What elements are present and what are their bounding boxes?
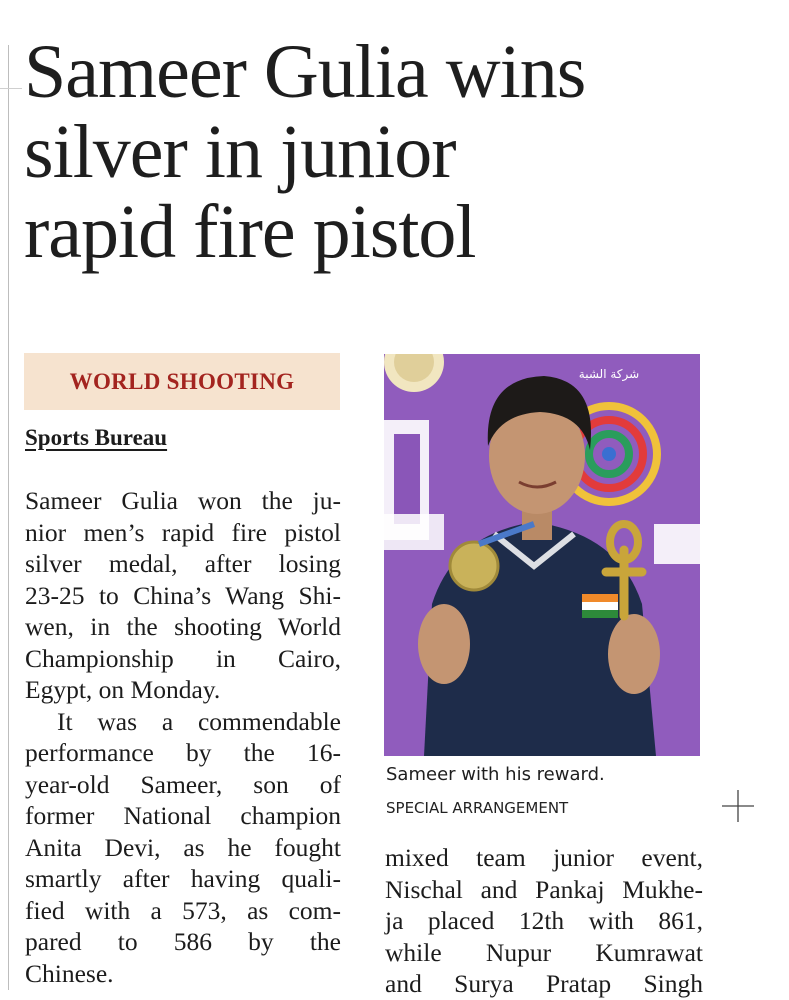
body-line: 23-25 to China’s Wang Shi- (25, 580, 341, 610)
right-hand (608, 614, 660, 694)
body-line: fied with a 573, as com- (25, 895, 341, 925)
byline: Sports Bureau (25, 425, 168, 450)
registration-mark-icon (720, 788, 756, 824)
headline-line: silver in junior (24, 110, 456, 194)
body-line: smartly after having quali- (25, 864, 341, 893)
section-label (24, 353, 340, 410)
athlete-photo-illustration (384, 354, 700, 756)
flag-icon (582, 594, 618, 602)
headline (24, 32, 764, 272)
body-line: former National champion (25, 801, 341, 830)
body-line: Egypt, on Monday. (25, 675, 221, 704)
body-line: nior men’s rapid fire pistol (25, 517, 341, 547)
body-line: It was a commendable (57, 706, 341, 736)
left-hand (418, 604, 470, 684)
body-line: Sameer Gulia won the ju- (25, 486, 341, 515)
news-photo (384, 354, 700, 756)
column-rule (8, 45, 9, 990)
body-line: ja placed 12th with 861, (385, 906, 703, 935)
body-line: Anita Devi, as he fought (25, 832, 341, 862)
medal-icon (450, 542, 498, 590)
body-line: Championship in Cairo, (25, 643, 341, 673)
body-line: year-old Sameer, son of (25, 769, 341, 799)
photo-caption: Sameer with his reward. (386, 764, 605, 785)
body-line: Chinese. (25, 958, 114, 988)
crop-mark (0, 88, 22, 89)
body-line: performance by the 16- (25, 738, 341, 767)
section-label-text: WORLD SHOOTING (69, 368, 295, 394)
body-line: wen, in the shooting World (25, 612, 341, 641)
body-line: silver medal, after losing (25, 549, 341, 578)
body-line: mixed team junior event, (385, 843, 703, 872)
article-body-left (25, 485, 341, 989)
body-line: while Nupur Kumrawat (385, 937, 703, 967)
headline-line: rapid fire pistol (24, 190, 476, 274)
body-line: pared to 586 by the (25, 927, 341, 956)
sponsor-text: شركة الشبة (578, 367, 640, 381)
photo-credit: SPECIAL ARRANGEMENT (386, 799, 569, 817)
headline-line: Sameer Gulia wins (24, 30, 586, 114)
body-line: Nischal and Pankaj Mukhe- (385, 874, 703, 904)
article-body-right (385, 842, 703, 1000)
body-line: and Surya Pratap Singh (385, 969, 703, 998)
